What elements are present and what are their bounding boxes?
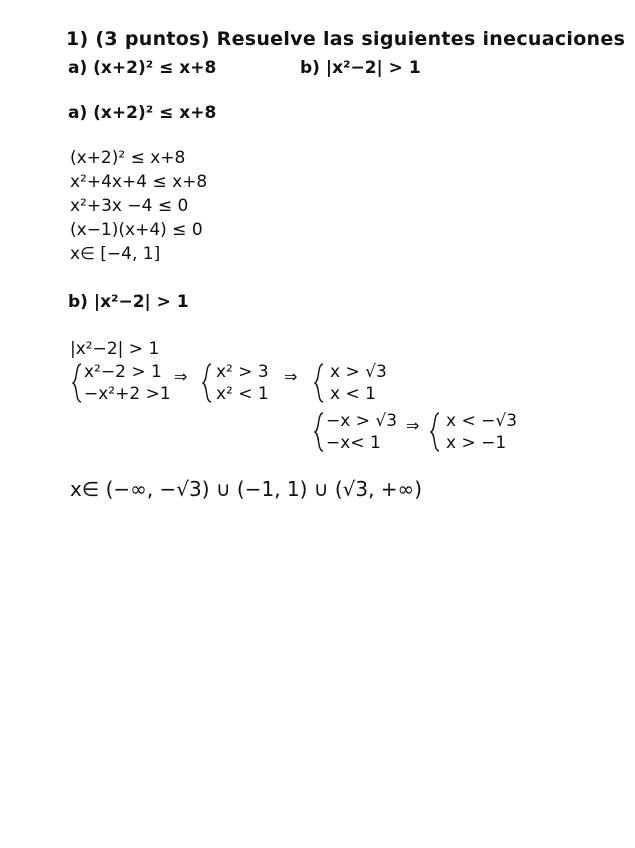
brace-icon [314, 412, 324, 452]
system5-line: x > −1 [446, 433, 507, 453]
system4-line: −x > √3 [326, 411, 398, 431]
part-a-heading: a) (x+2)² ≤ x+8 [68, 103, 217, 123]
implies-arrow-icon: ⇒ [406, 416, 420, 435]
system1-line: −x²+2 >1 [84, 384, 171, 404]
part-b-start: |x²−2| > 1 [70, 339, 160, 359]
implies-arrow-icon: ⇒ [284, 367, 298, 386]
part-a-result: x∈ [−4, 1] [70, 244, 161, 264]
part-a-step: (x−1)(x+4) ≤ 0 [70, 220, 203, 240]
system3-line: x > √3 [330, 362, 387, 382]
system5-line: x < −√3 [446, 411, 518, 431]
prompt-b: b) |x²−2| > 1 [300, 58, 421, 78]
system2-line: x² < 1 [216, 384, 269, 404]
system1-line: x²−2 > 1 [84, 362, 162, 382]
part-a-step: x²+3x −4 ≤ 0 [70, 196, 189, 216]
system3-line: x < 1 [330, 384, 376, 404]
brace-icon [430, 412, 440, 452]
final-solution: x∈ (−∞, −√3) ∪ (−1, 1) ∪ (√3, +∞) [70, 477, 423, 501]
system4-line: −x< 1 [326, 433, 381, 453]
brace-icon [72, 363, 82, 403]
part-a-step: x²+4x+4 ≤ x+8 [70, 172, 208, 192]
system2-line: x² > 3 [216, 362, 269, 382]
implies-arrow-icon: ⇒ [174, 367, 188, 386]
part-b-heading: b) |x²−2| > 1 [68, 292, 189, 312]
prompt-a: a) (x+2)² ≤ x+8 [68, 58, 217, 78]
part-a-step: (x+2)² ≤ x+8 [70, 148, 186, 168]
brace-icon [314, 363, 324, 403]
brace-icon [202, 363, 212, 403]
exercise-title: 1) (3 puntos) Resuelve las siguientes inecuaciones [66, 28, 626, 50]
